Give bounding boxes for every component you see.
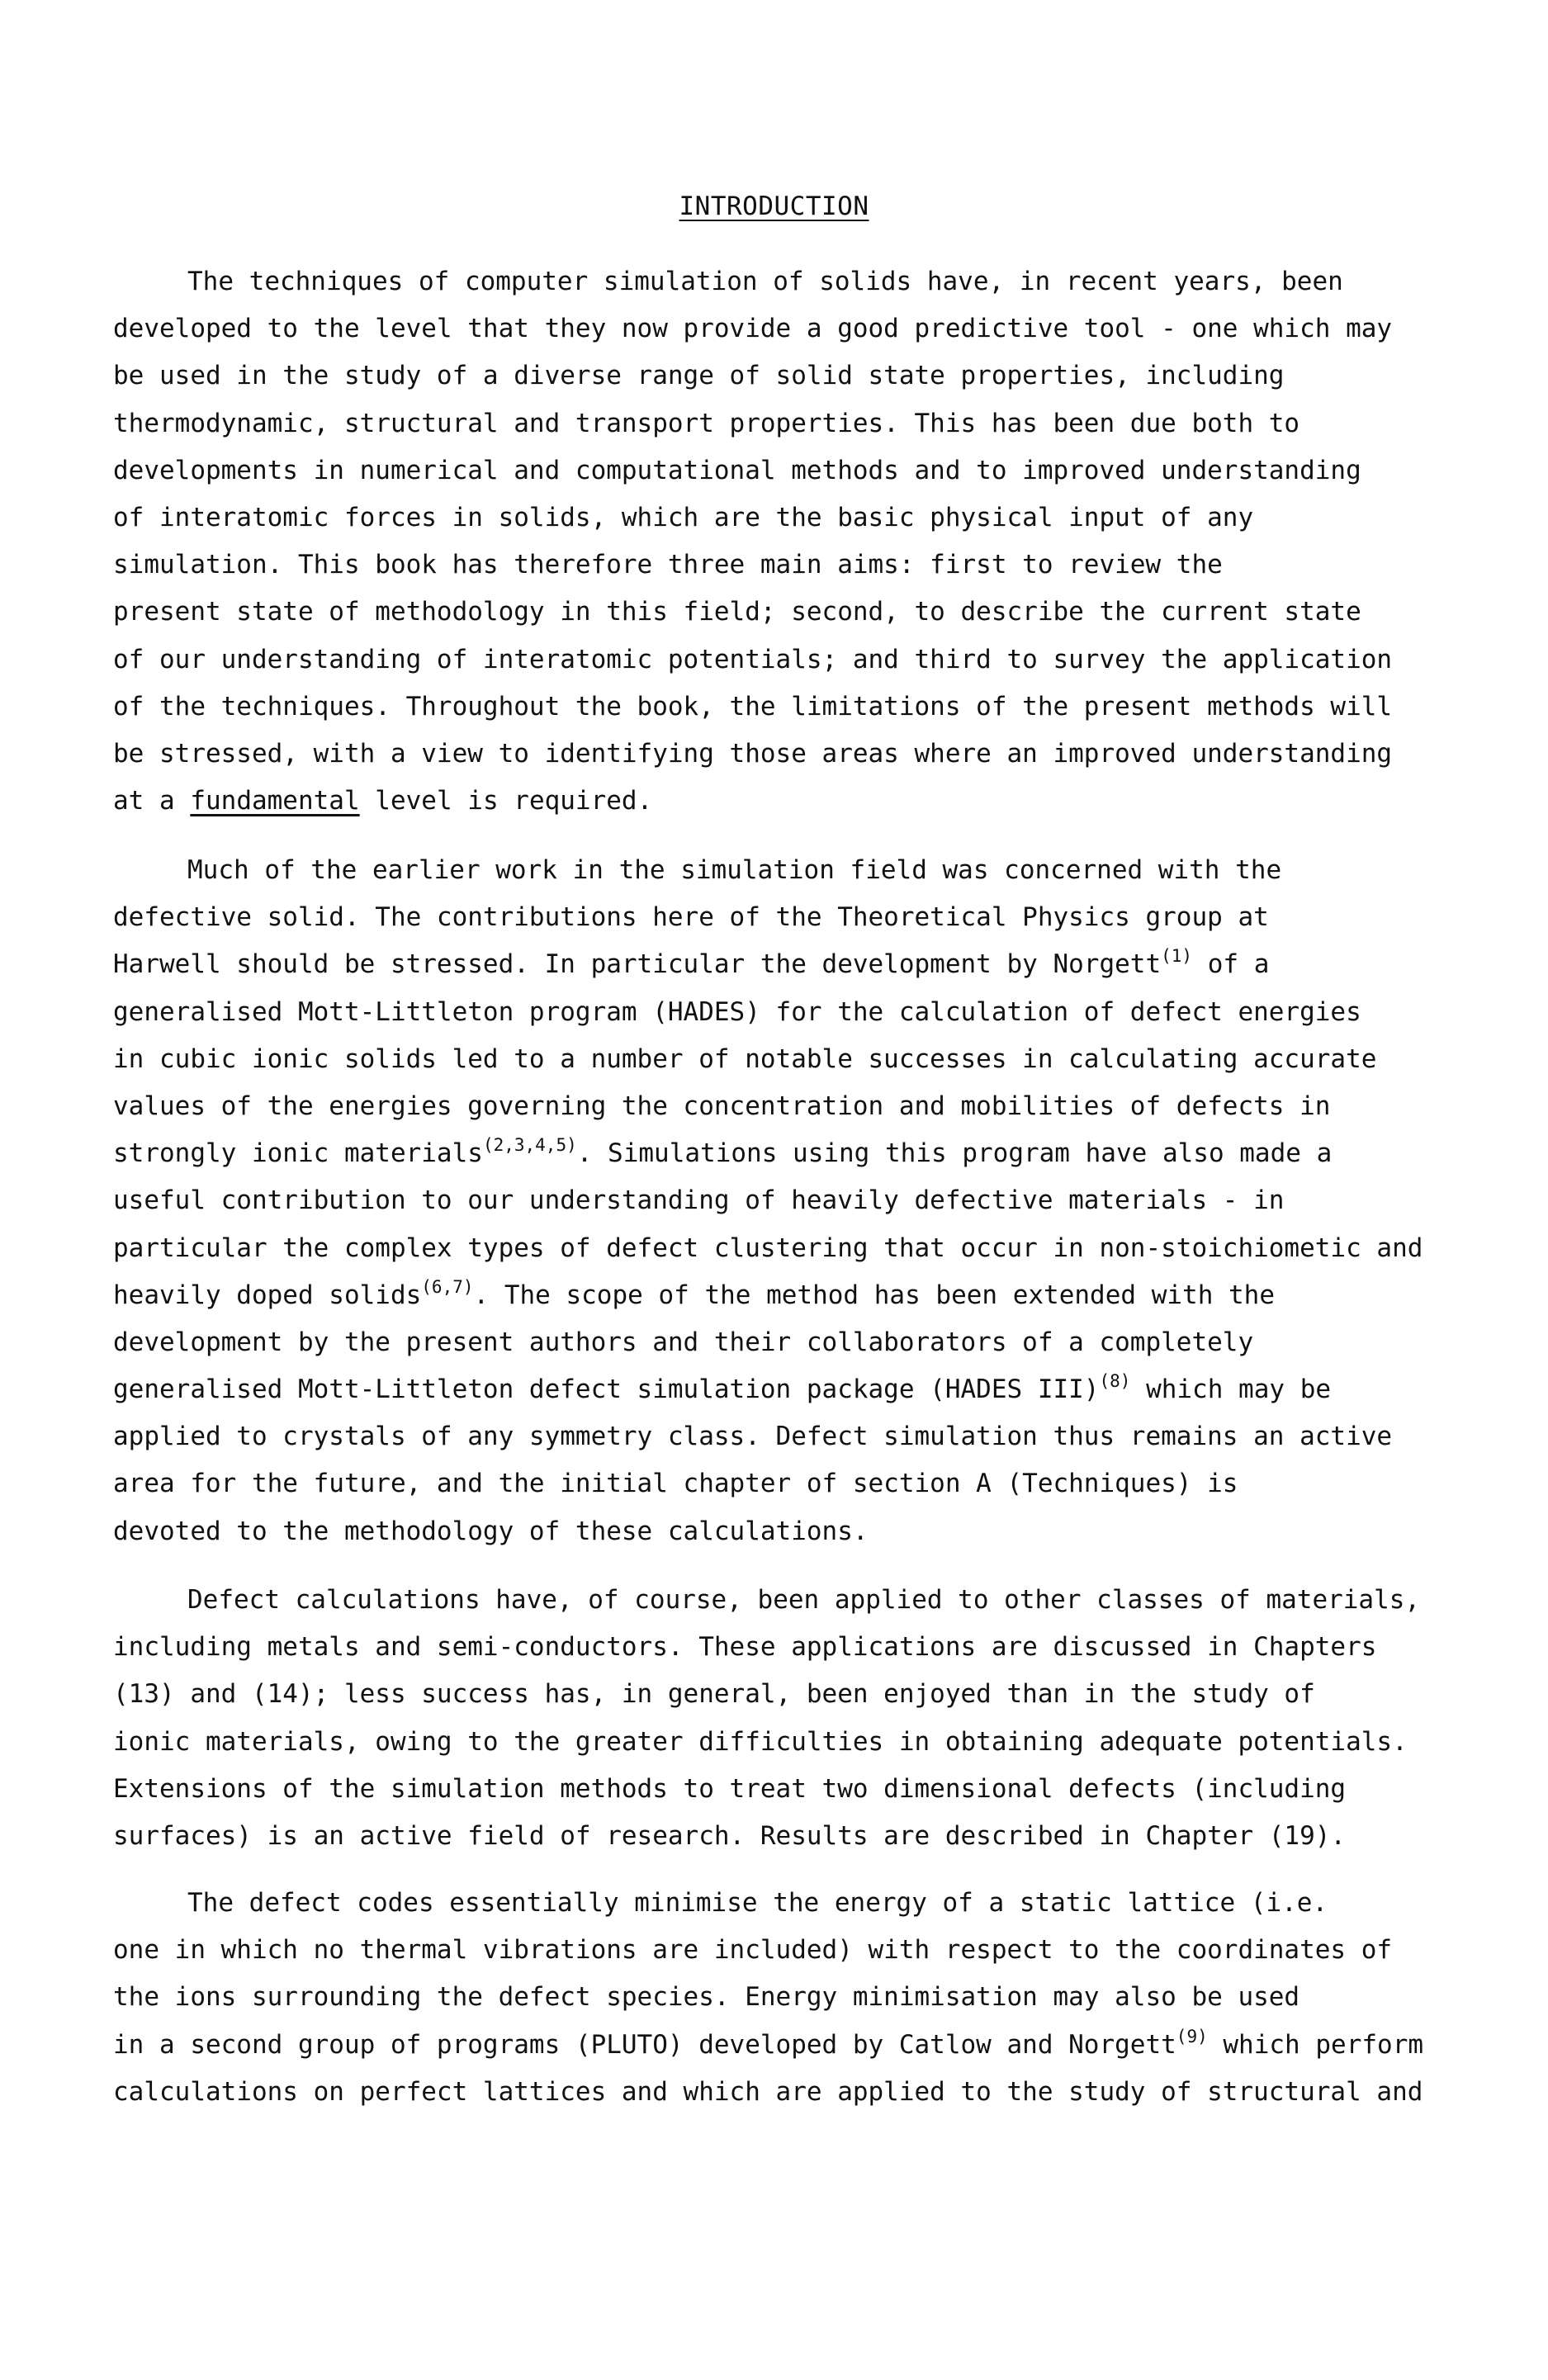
page-title: INTRODUCTION bbox=[679, 192, 869, 221]
text-line: area for the future, and the initial chapter of section A (Techniques) is bbox=[113, 1469, 1238, 1499]
text-line: be used in the study of a diverse range of solid state properties, including bbox=[113, 361, 1285, 391]
text-line: (13) and (14); less success has, in general, been enjoyed than in the study of bbox=[113, 1679, 1315, 1710]
text-line: ionic materials, owing to the greater difficulties in obtaining adequate potentials. bbox=[113, 1726, 1408, 1757]
text-line: The techniques of computer simulation of solids have, in recent years, been bbox=[187, 267, 1343, 296]
text-line: thermodynamic, structural and transport properties. This has been due both to bbox=[113, 408, 1300, 438]
citation-superscript: (2,3,4,5) bbox=[482, 1135, 577, 1156]
text-line: including metals and semi-conductors. These applications are discussed in Chapters bbox=[113, 1632, 1377, 1663]
paragraph-1 bbox=[113, 258, 1451, 825]
text-segment: generalised Mott-Littleton defect simulation package (HADES III) bbox=[113, 1375, 1100, 1405]
text-segment: . Simulations using this program have also made a bbox=[576, 1138, 1333, 1169]
text-line: devoted to the methodology of these calculations. bbox=[113, 1516, 869, 1546]
text-segment: level is required. bbox=[359, 786, 653, 816]
text-line: developments in numerical and computational methods and to improved understanding bbox=[113, 455, 1361, 485]
paragraph-4 bbox=[113, 1880, 1451, 2116]
text-line: of interatomic forces in solids, which are the basic physical input of any bbox=[113, 502, 1254, 532]
paragraph-3 bbox=[113, 1577, 1451, 1860]
text-line: Much of the earlier work in the simulation field was concerned with the bbox=[187, 855, 1282, 885]
text-segment: at a bbox=[113, 786, 191, 816]
text-segment: in a second group of programs (PLUTO) developed by Catlow and Norgett bbox=[113, 2029, 1176, 2060]
text-line: calculations on perfect lattices and which are applied to the study of structural and bbox=[113, 2076, 1423, 2107]
text-line: surfaces) is an active field of research. Results are described in Chapter (19). bbox=[113, 1820, 1347, 1851]
text-segment: Harwell should be stressed. In particular the development by Norgett bbox=[113, 949, 1162, 980]
text-segment: which perform bbox=[1207, 2029, 1424, 2060]
text-line: values of the energies governing the concentration and mobilities of defects in bbox=[113, 1091, 1331, 1121]
text-line: in cubic ionic solids led to a number of notable successes in calculating accurate bbox=[113, 1043, 1377, 1074]
text-line bbox=[113, 1366, 1451, 1413]
text-line: developed to the level that they now provide a good predictive tool - one which may bbox=[113, 314, 1393, 344]
text-line: Defect calculations have, of course, been applied to other classes of materials, bbox=[187, 1585, 1421, 1615]
text-line: of our understanding of interatomic potentials; and third to survey the application bbox=[113, 644, 1393, 674]
text-line: present state of methodology in this field; second, to describe the current state bbox=[113, 597, 1361, 627]
text-line bbox=[113, 778, 1451, 825]
text-line: simulation. This book has therefore three main aims: first to review the bbox=[113, 550, 1223, 580]
citation-superscript: (9) bbox=[1176, 2026, 1208, 2046]
text-line: the ions surrounding the defect species. Energy minimisation may also be used bbox=[113, 1982, 1300, 2013]
text-line: Extensions of the simulation methods to treat two dimensional defects (including bbox=[113, 1773, 1347, 1804]
paragraph-2 bbox=[113, 847, 1451, 1555]
text-line bbox=[113, 941, 1451, 988]
text-line: particular the complex types of defect clustering that occur in non-stoichiometic and bbox=[113, 1233, 1423, 1263]
text-segment: heavily doped solids bbox=[113, 1280, 422, 1310]
citation-superscript: (8) bbox=[1099, 1371, 1131, 1392]
text-line: defective solid. The contributions here of the Theoretical Physics group at bbox=[113, 902, 1269, 933]
text-line: development by the present authors and their collaborators of a completely bbox=[113, 1327, 1254, 1357]
text-segment: of a bbox=[1192, 949, 1270, 980]
text-line: useful contribution to our understanding of heavily defective materials - in bbox=[113, 1185, 1285, 1216]
text-line bbox=[113, 1130, 1451, 1177]
text-segment: which may be bbox=[1130, 1375, 1332, 1405]
citation-superscript: (6,7) bbox=[421, 1276, 474, 1297]
citation-superscript: (1) bbox=[1161, 946, 1193, 967]
text-line: The defect codes essentially minimise the energy of a static lattice (i.e. bbox=[187, 1888, 1328, 1918]
text-line: be stressed, with a view to identifying those areas where an improved understanding bbox=[113, 738, 1393, 769]
text-line: of the techniques. Throughout the book, the limitations of the present methods will bbox=[113, 691, 1393, 722]
text-segment: strongly ionic materials bbox=[113, 1138, 483, 1169]
text-segment: . The scope of the method has been extended with the bbox=[473, 1280, 1276, 1310]
text-line bbox=[113, 2022, 1451, 2069]
text-line: generalised Mott-Littleton program (HADES) for the calculation of defect energies bbox=[113, 996, 1361, 1027]
text-line: applied to crystals of any symmetry class. Defect simulation thus remains an active bbox=[113, 1422, 1393, 1452]
text-line: one in which no thermal vibrations are included) with respect to the coordinates of bbox=[113, 1935, 1393, 1966]
underlined-word: fundamental bbox=[190, 786, 360, 816]
text-line bbox=[113, 1272, 1451, 1319]
